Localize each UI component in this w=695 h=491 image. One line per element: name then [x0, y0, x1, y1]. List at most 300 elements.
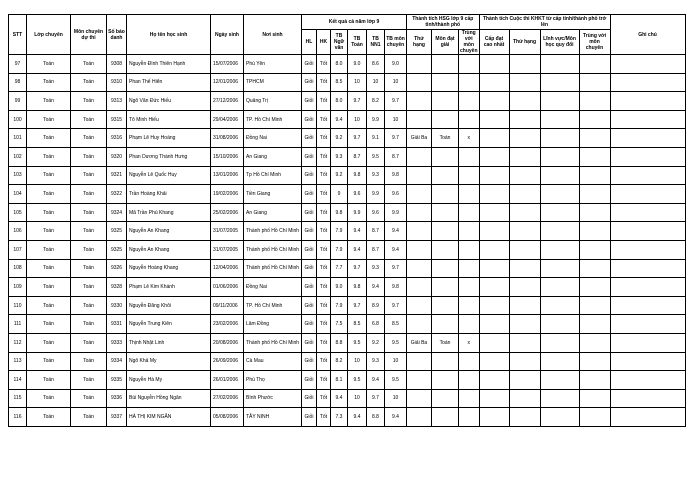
cell-tb-ngu-van: 9.0 — [331, 278, 348, 297]
cell-tb-toan: 9.7 — [348, 129, 367, 148]
cell-so-bao-danh: 9313 — [107, 92, 127, 111]
cell-noi-sinh: Thành phố Hồ Chí Minh — [244, 240, 302, 259]
cell-tb-mon-chuyen: 9.5 — [385, 333, 407, 352]
cell-trung-voi-mon-chuyen-khkt — [579, 296, 610, 315]
cell-ngay-sinh: 12/01/2006 — [211, 73, 244, 92]
cell-noi-sinh: Đồng Nai — [244, 129, 302, 148]
cell-tb-nn1: 8.8 — [367, 408, 385, 427]
cell-mon-chuyen: Toán — [71, 203, 107, 222]
cell-ngay-sinh: 12/04/2006 — [211, 259, 244, 278]
cell-stt: 107 — [9, 240, 27, 259]
cell-so-bao-danh: 9331 — [107, 315, 127, 334]
cell-linh-vuc — [540, 110, 579, 129]
cell-mon-chuyen: Toán — [71, 110, 107, 129]
cell-hk: Tốt — [317, 129, 331, 148]
cell-so-bao-danh: 9334 — [107, 352, 127, 371]
cell-hk: Tốt — [317, 333, 331, 352]
table-row — [9, 278, 686, 297]
cell-linh-vuc — [540, 333, 579, 352]
cell-trung-voi-mon-chuyen: x — [459, 129, 480, 148]
header-linh-vuc: Lĩnh vực/Môn học quy đổi — [540, 30, 579, 55]
cell-stt: 100 — [9, 110, 27, 129]
cell-thu-hang-khkt — [509, 389, 540, 408]
cell-hk: Tốt — [317, 222, 331, 241]
cell-tb-ngu-van: 8.0 — [331, 92, 348, 111]
cell-hl: Giỏi — [302, 333, 317, 352]
cell-ho-ten: Phan Dương Thành Hưng — [127, 147, 211, 166]
cell-mon-dat-giai — [432, 147, 459, 166]
cell-thu-hang — [407, 92, 432, 111]
cell-tb-ngu-van: 7.3 — [331, 408, 348, 427]
cell-linh-vuc — [540, 296, 579, 315]
cell-trung-voi-mon-chuyen — [459, 166, 480, 185]
cell-noi-sinh: Thành phố Hồ Chí Minh — [244, 259, 302, 278]
cell-linh-vuc — [540, 259, 579, 278]
cell-linh-vuc — [540, 352, 579, 371]
cell-trung-voi-mon-chuyen — [459, 92, 480, 111]
cell-tb-ngu-van: 7.5 — [331, 315, 348, 334]
cell-thu-hang — [407, 185, 432, 204]
cell-mon-chuyen: Toán — [71, 296, 107, 315]
cell-noi-sinh: Cà Mau — [244, 352, 302, 371]
cell-hk: Tốt — [317, 371, 331, 390]
cell-mon-dat-giai: Toán — [432, 129, 459, 148]
cell-linh-vuc — [540, 278, 579, 297]
header-so-bao-danh: Số báo danh — [107, 15, 127, 55]
header-cap-dat-cao-nhat: Cấp đạt cao nhất — [479, 30, 509, 55]
header-trung-voi-mon-chuyen: Trùng với môn chuyên — [460, 30, 478, 54]
cell-ghi-chu — [610, 408, 685, 427]
cell-thu-hang — [407, 222, 432, 241]
cell-mon-dat-giai — [432, 55, 459, 74]
cell-ghi-chu — [610, 73, 685, 92]
cell-trung-voi-mon-chuyen-khkt — [579, 110, 610, 129]
cell-tb-toan: 10 — [348, 352, 367, 371]
cell-tb-toan: 8.5 — [348, 315, 367, 334]
cell-ngay-sinh: 09/11/2006 — [211, 296, 244, 315]
cell-hl: Giỏi — [302, 240, 317, 259]
cell-ngay-sinh: 27/12/2006 — [211, 92, 244, 111]
cell-hl: Giỏi — [302, 185, 317, 204]
cell-cap-dat-cao-nhat — [479, 240, 509, 259]
cell-cap-dat-cao-nhat — [479, 55, 509, 74]
cell-tb-mon-chuyen: 10 — [385, 389, 407, 408]
cell-tb-ngu-van: 7.9 — [331, 222, 348, 241]
cell-noi-sinh: Lâm Đồng — [244, 315, 302, 334]
cell-trung-voi-mon-chuyen-khkt — [579, 315, 610, 334]
cell-thu-hang — [407, 240, 432, 259]
student-table — [8, 14, 686, 427]
cell-stt: 116 — [9, 408, 27, 427]
cell-ngay-sinh: 13/01/2006 — [211, 166, 244, 185]
cell-hk: Tốt — [317, 259, 331, 278]
cell-hk: Tốt — [317, 185, 331, 204]
cell-noi-sinh: An Giang — [244, 203, 302, 222]
cell-mon-dat-giai — [432, 315, 459, 334]
cell-trung-voi-mon-chuyen-khkt — [579, 408, 610, 427]
cell-ho-ten: Nguyễn Trung Kiên — [127, 315, 211, 334]
cell-mon-chuyen: Toán — [71, 333, 107, 352]
cell-linh-vuc — [540, 129, 579, 148]
cell-tb-ngu-van: 7.7 — [331, 259, 348, 278]
cell-ghi-chu — [610, 147, 685, 166]
student-list-sheet — [8, 14, 686, 427]
cell-ghi-chu — [610, 371, 685, 390]
cell-trung-voi-mon-chuyen — [459, 278, 480, 297]
cell-tb-toan: 10 — [348, 73, 367, 92]
cell-lop-chuyen: Toán — [27, 240, 71, 259]
cell-linh-vuc — [540, 389, 579, 408]
cell-tb-toan: 9.4 — [348, 408, 367, 427]
cell-thu-hang-khkt — [509, 315, 540, 334]
cell-hl: Giỏi — [302, 166, 317, 185]
cell-mon-dat-giai — [432, 389, 459, 408]
cell-lop-chuyen: Toán — [27, 259, 71, 278]
cell-ngay-sinh: 31/08/2006 — [211, 129, 244, 148]
cell-hk: Tốt — [317, 408, 331, 427]
cell-tb-toan: 9.4 — [348, 240, 367, 259]
cell-tb-nn1: 9.3 — [367, 166, 385, 185]
cell-trung-voi-mon-chuyen-khkt — [579, 278, 610, 297]
cell-tb-mon-chuyen: 9.7 — [385, 129, 407, 148]
cell-ngay-sinh: 29/04/2006 — [211, 110, 244, 129]
cell-so-bao-danh: 9310 — [107, 73, 127, 92]
cell-hk: Tốt — [317, 296, 331, 315]
cell-cap-dat-cao-nhat — [479, 110, 509, 129]
cell-tb-ngu-van: 8.5 — [331, 73, 348, 92]
cell-trung-voi-mon-chuyen — [459, 371, 480, 390]
table-row — [9, 408, 686, 427]
cell-linh-vuc — [540, 222, 579, 241]
cell-stt: 106 — [9, 222, 27, 241]
cell-mon-chuyen: Toán — [71, 185, 107, 204]
header-khkt-group: Thành tích Cuộc thi KHKT từ cấp tỉnh/thành phố trở lên — [479, 15, 610, 30]
header-ho-ten: Họ tên học sinh — [127, 15, 211, 55]
cell-thu-hang-khkt — [509, 92, 540, 111]
cell-tb-mon-chuyen: 9.7 — [385, 259, 407, 278]
cell-tb-mon-chuyen: 8.5 — [385, 315, 407, 334]
cell-stt: 113 — [9, 352, 27, 371]
cell-hl: Giỏi — [302, 371, 317, 390]
cell-lop-chuyen: Toán — [27, 222, 71, 241]
cell-trung-voi-mon-chuyen — [459, 389, 480, 408]
cell-hl: Giỏi — [302, 389, 317, 408]
cell-tb-ngu-van: 9.4 — [331, 389, 348, 408]
cell-tb-nn1: 9.9 — [367, 110, 385, 129]
cell-tb-ngu-van: 9.4 — [331, 110, 348, 129]
cell-cap-dat-cao-nhat — [479, 185, 509, 204]
cell-lop-chuyen: Toán — [27, 92, 71, 111]
cell-cap-dat-cao-nhat — [479, 371, 509, 390]
cell-trung-voi-mon-chuyen-khkt — [579, 129, 610, 148]
cell-tb-nn1: 8.2 — [367, 92, 385, 111]
cell-hl: Giỏi — [302, 352, 317, 371]
cell-mon-chuyen: Toán — [71, 315, 107, 334]
cell-trung-voi-mon-chuyen — [459, 55, 480, 74]
cell-trung-voi-mon-chuyen — [459, 203, 480, 222]
cell-noi-sinh: An Giang — [244, 147, 302, 166]
cell-thu-hang-khkt — [509, 147, 540, 166]
cell-trung-voi-mon-chuyen-khkt — [579, 73, 610, 92]
cell-mon-dat-giai — [432, 278, 459, 297]
cell-trung-voi-mon-chuyen-khkt — [579, 222, 610, 241]
cell-tb-toan: 9.7 — [348, 92, 367, 111]
cell-thu-hang-khkt — [509, 73, 540, 92]
cell-ho-ten: Phan Thế Hiển — [127, 73, 211, 92]
cell-hk: Tốt — [317, 166, 331, 185]
cell-ho-ten: Trần Hoàng Khải — [127, 185, 211, 204]
cell-hk: Tốt — [317, 240, 331, 259]
cell-tb-nn1: 8.7 — [367, 222, 385, 241]
cell-thu-hang — [407, 110, 432, 129]
cell-mon-chuyen: Toán — [71, 166, 107, 185]
cell-thu-hang-khkt — [509, 352, 540, 371]
table-row — [9, 296, 686, 315]
cell-noi-sinh: Đồng Nai — [244, 278, 302, 297]
table-row — [9, 166, 686, 185]
cell-stt: 111 — [9, 315, 27, 334]
cell-ghi-chu — [610, 315, 685, 334]
cell-tb-nn1: 9.5 — [367, 147, 385, 166]
cell-cap-dat-cao-nhat — [479, 129, 509, 148]
cell-so-bao-danh: 9328 — [107, 278, 127, 297]
cell-linh-vuc — [540, 55, 579, 74]
cell-hl: Giỏi — [302, 315, 317, 334]
header-thu-hang-khkt: Thứ hạng — [509, 30, 540, 55]
cell-linh-vuc — [540, 203, 579, 222]
cell-tb-mon-chuyen: 9.4 — [385, 408, 407, 427]
table-row — [9, 203, 686, 222]
cell-cap-dat-cao-nhat — [479, 333, 509, 352]
cell-linh-vuc — [540, 240, 579, 259]
cell-linh-vuc — [540, 92, 579, 111]
cell-thu-hang — [407, 166, 432, 185]
cell-mon-chuyen: Toán — [71, 278, 107, 297]
cell-ghi-chu — [610, 389, 685, 408]
header-noi-sinh: Nơi sinh — [244, 15, 302, 55]
cell-ho-ten: Nguyễn Lê Quốc Huy — [127, 166, 211, 185]
cell-mon-dat-giai — [432, 408, 459, 427]
cell-linh-vuc — [540, 408, 579, 427]
cell-ho-ten: Phạm Lê Huy Hoàng — [127, 129, 211, 148]
cell-so-bao-danh: 9333 — [107, 333, 127, 352]
cell-ghi-chu — [610, 240, 685, 259]
cell-thu-hang — [407, 389, 432, 408]
cell-stt: 109 — [9, 278, 27, 297]
cell-tb-ngu-van: 7.9 — [331, 240, 348, 259]
cell-mon-chuyen: Toán — [71, 389, 107, 408]
cell-hk: Tốt — [317, 352, 331, 371]
cell-stt: 97 — [9, 55, 27, 74]
cell-mon-chuyen: Toán — [71, 147, 107, 166]
cell-lop-chuyen: Toán — [27, 389, 71, 408]
cell-thu-hang-khkt — [509, 222, 540, 241]
cell-lop-chuyen: Toán — [27, 371, 71, 390]
table-row — [9, 129, 686, 148]
cell-mon-dat-giai — [432, 240, 459, 259]
cell-trung-voi-mon-chuyen-khkt — [579, 333, 610, 352]
cell-trung-voi-mon-chuyen — [459, 352, 480, 371]
cell-lop-chuyen: Toán — [27, 110, 71, 129]
cell-cap-dat-cao-nhat — [479, 315, 509, 334]
cell-noi-sinh: Phú Thọ — [244, 371, 302, 390]
cell-tb-ngu-van: 9.3 — [331, 147, 348, 166]
cell-thu-hang-khkt — [509, 259, 540, 278]
cell-cap-dat-cao-nhat — [479, 166, 509, 185]
cell-ghi-chu — [610, 185, 685, 204]
cell-ho-ten: Thịnh Nhật Linh — [127, 333, 211, 352]
cell-tb-nn1: 9.6 — [367, 203, 385, 222]
cell-ghi-chu — [610, 203, 685, 222]
cell-so-bao-danh: 9316 — [107, 129, 127, 148]
cell-tb-toan: 8.7 — [348, 147, 367, 166]
cell-trung-voi-mon-chuyen — [459, 147, 480, 166]
cell-hl: Giỏi — [302, 408, 317, 427]
cell-noi-sinh: Phú Yên — [244, 55, 302, 74]
cell-hl: Giỏi — [302, 278, 317, 297]
cell-stt: 103 — [9, 166, 27, 185]
header-hl: HL — [302, 30, 317, 55]
cell-cap-dat-cao-nhat — [479, 352, 509, 371]
cell-noi-sinh: Tp Hồ Chí Minh — [244, 166, 302, 185]
table-row — [9, 147, 686, 166]
cell-tb-toan: 9.4 — [348, 222, 367, 241]
cell-ghi-chu — [610, 110, 685, 129]
cell-trung-voi-mon-chuyen — [459, 110, 480, 129]
cell-hl: Giỏi — [302, 259, 317, 278]
cell-tb-nn1: 10 — [367, 73, 385, 92]
cell-trung-voi-mon-chuyen — [459, 315, 480, 334]
cell-mon-dat-giai — [432, 110, 459, 129]
cell-stt: 98 — [9, 73, 27, 92]
cell-ngay-sinh: 15/10/2006 — [211, 147, 244, 166]
table-row — [9, 222, 686, 241]
cell-so-bao-danh: 9337 — [107, 408, 127, 427]
cell-thu-hang — [407, 352, 432, 371]
cell-lop-chuyen: Toán — [27, 166, 71, 185]
cell-cap-dat-cao-nhat — [479, 278, 509, 297]
cell-mon-chuyen: Toán — [71, 73, 107, 92]
cell-ghi-chu — [610, 222, 685, 241]
cell-thu-hang — [407, 296, 432, 315]
cell-ho-ten: Phạm Lê Kim Khánh — [127, 278, 211, 297]
table-row — [9, 352, 686, 371]
cell-tb-ngu-van: 7.9 — [331, 296, 348, 315]
header-ket-qua-group: Kết quả cả năm lớp 9 — [302, 15, 407, 30]
cell-tb-nn1: 9.3 — [367, 352, 385, 371]
table-row — [9, 110, 686, 129]
header-mon-chuyen: Môn chuyên dự thi — [71, 15, 107, 55]
table-header — [9, 15, 686, 55]
cell-tb-mon-chuyen: 9.0 — [385, 55, 407, 74]
cell-thu-hang — [407, 408, 432, 427]
cell-stt: 110 — [9, 296, 27, 315]
cell-tb-nn1: 9.4 — [367, 278, 385, 297]
cell-linh-vuc — [540, 73, 579, 92]
cell-ghi-chu — [610, 352, 685, 371]
cell-tb-nn1: 9.9 — [367, 185, 385, 204]
cell-so-bao-danh: 9320 — [107, 147, 127, 166]
table-row — [9, 55, 686, 74]
cell-hl: Giỏi — [302, 92, 317, 111]
cell-hk: Tốt — [317, 203, 331, 222]
cell-hl: Giỏi — [302, 110, 317, 129]
cell-hl: Giỏi — [302, 222, 317, 241]
cell-trung-voi-mon-chuyen-khkt — [579, 185, 610, 204]
cell-mon-dat-giai — [432, 92, 459, 111]
table-row — [9, 371, 686, 390]
cell-tb-toan: 9.0 — [348, 55, 367, 74]
cell-tb-mon-chuyen: 9.4 — [385, 240, 407, 259]
cell-ngay-sinh: 27/02/2006 — [211, 389, 244, 408]
cell-hl: Giỏi — [302, 203, 317, 222]
cell-trung-voi-mon-chuyen — [459, 408, 480, 427]
cell-thu-hang: Giải Ba — [407, 333, 432, 352]
cell-trung-voi-mon-chuyen — [459, 296, 480, 315]
cell-trung-voi-mon-chuyen — [459, 73, 480, 92]
cell-tb-nn1: 8.7 — [367, 240, 385, 259]
cell-tb-toan: 9.7 — [348, 296, 367, 315]
cell-thu-hang-khkt — [509, 110, 540, 129]
header-hsg-group: Thành tích HSG lớp 9 cấp tỉnh/thành phố — [407, 15, 480, 30]
cell-trung-voi-mon-chuyen-khkt — [579, 55, 610, 74]
cell-trung-voi-mon-chuyen — [459, 222, 480, 241]
cell-thu-hang-khkt — [509, 371, 540, 390]
cell-ho-ten: Nguyễn Hoàng Khang — [127, 259, 211, 278]
cell-tb-nn1: 8.9 — [367, 296, 385, 315]
cell-hl: Giỏi — [302, 73, 317, 92]
cell-cap-dat-cao-nhat — [479, 203, 509, 222]
cell-lop-chuyen: Toán — [27, 73, 71, 92]
cell-noi-sinh: Bình Phước — [244, 389, 302, 408]
cell-thu-hang-khkt — [509, 408, 540, 427]
cell-ngay-sinh: 19/02/2006 — [211, 185, 244, 204]
cell-tb-toan: 9.8 — [348, 278, 367, 297]
cell-so-bao-danh: 9308 — [107, 55, 127, 74]
cell-tb-ngu-van: 8.2 — [331, 352, 348, 371]
cell-hk: Tốt — [317, 147, 331, 166]
cell-tb-toan: 9.5 — [348, 333, 367, 352]
cell-trung-voi-mon-chuyen-khkt — [579, 92, 610, 111]
cell-stt: 112 — [9, 333, 27, 352]
cell-hl: Giỏi — [302, 129, 317, 148]
cell-ho-ten: Ngô Văn Đức Hiếu — [127, 92, 211, 111]
cell-trung-voi-mon-chuyen-khkt — [579, 259, 610, 278]
cell-thu-hang-khkt — [509, 278, 540, 297]
header-ngay-sinh: Ngày sinh — [211, 15, 244, 55]
cell-ho-ten: Nguyễn Hà My — [127, 371, 211, 390]
cell-hk: Tốt — [317, 55, 331, 74]
header-thu-hang: Thứ hạng — [407, 30, 432, 55]
cell-noi-sinh: Tiền Giang — [244, 185, 302, 204]
cell-thu-hang-khkt — [509, 129, 540, 148]
cell-mon-chuyen: Toán — [71, 259, 107, 278]
cell-stt: 101 — [9, 129, 27, 148]
cell-tb-nn1: 6.8 — [367, 315, 385, 334]
cell-thu-hang-khkt — [509, 185, 540, 204]
cell-mon-dat-giai: Toán — [432, 333, 459, 352]
cell-tb-mon-chuyen: 8.7 — [385, 147, 407, 166]
cell-hk: Tốt — [317, 92, 331, 111]
cell-noi-sinh: TP. Hồ Chí Minh — [244, 110, 302, 129]
table-body — [9, 55, 686, 427]
cell-thu-hang — [407, 278, 432, 297]
cell-noi-sinh: TPHCM — [244, 73, 302, 92]
cell-thu-hang-khkt — [509, 166, 540, 185]
cell-lop-chuyen: Toán — [27, 408, 71, 427]
cell-lop-chuyen: Toán — [27, 296, 71, 315]
cell-linh-vuc — [540, 147, 579, 166]
